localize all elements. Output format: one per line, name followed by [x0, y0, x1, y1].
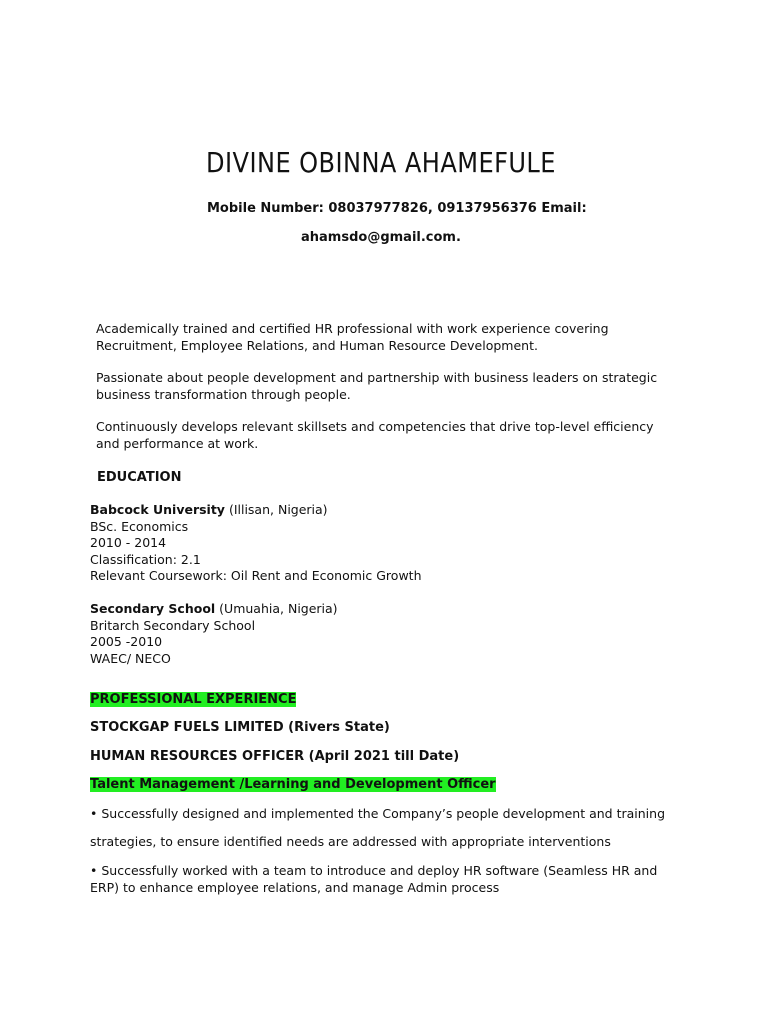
- institution-location: (Umuahia, Nigeria): [215, 601, 338, 616]
- education-line: 2005 -2010: [90, 634, 163, 649]
- email-line: ahamsdo@gmail.com.: [301, 230, 461, 245]
- subrole-title: Talent Management /Learning and Development Officer: [90, 777, 496, 792]
- education-line: Relevant Coursework: Oil Rent and Economic Growth: [90, 568, 422, 583]
- education-entry-secondary: [90, 601, 338, 667]
- institution-location: (Illisan, Nigeria): [224, 502, 328, 517]
- education-entry-title: [90, 502, 422, 519]
- candidate-name: DIVINE OBINNA AHAMEFULE: [206, 146, 556, 179]
- education-entry-university: [90, 502, 422, 585]
- education-entry-title: [90, 601, 338, 618]
- company-name: STOCKGAP FUELS LIMITED (Rivers State): [90, 720, 390, 735]
- summary-paragraph-1: Academically trained and certified HR professional with work experience covering Recruitment, Employee Relations, and Human Resource Development.: [96, 321, 609, 353]
- contact-line: Mobile Number: 08037977826, 09137956376 Email:: [207, 201, 587, 216]
- education-line: 2010 - 2014: [90, 535, 167, 550]
- role-title: HUMAN RESOURCES OFFICER (April 2021 till Date): [90, 749, 460, 764]
- experience-bullet-2: • Successfully worked with a team to introduce and deploy HR software (Seamless HR and ERP) to enhance employee relations, and manage Admin process: [90, 863, 658, 895]
- institution-name: Secondary School: [90, 601, 216, 616]
- education-heading: EDUCATION: [97, 470, 182, 485]
- experience-bullet-1: • Successfully designed and implemented the Company’s people development and training: [90, 806, 665, 821]
- summary-paragraph-3: Continuously develops relevant skillsets and competencies that drive top-level efficiency and performance at work.: [96, 419, 654, 451]
- education-line: WAEC/ NECO: [90, 650, 171, 666]
- education-line: Classification: 2.1: [90, 551, 201, 567]
- institution-name: Babcock University: [90, 502, 225, 517]
- education-line: Britarch Secondary School: [90, 617, 256, 633]
- experience-heading: PROFESSIONAL EXPERIENCE: [90, 692, 297, 707]
- summary-paragraph-2: Passionate about people development and partnership with business leaders on strategic business transformation through people.: [96, 370, 658, 402]
- experience-bullet-1-continued: strategies, to ensure identified needs are addressed with appropriate interventions: [90, 834, 611, 849]
- education-line: BSc. Economics: [90, 518, 189, 534]
